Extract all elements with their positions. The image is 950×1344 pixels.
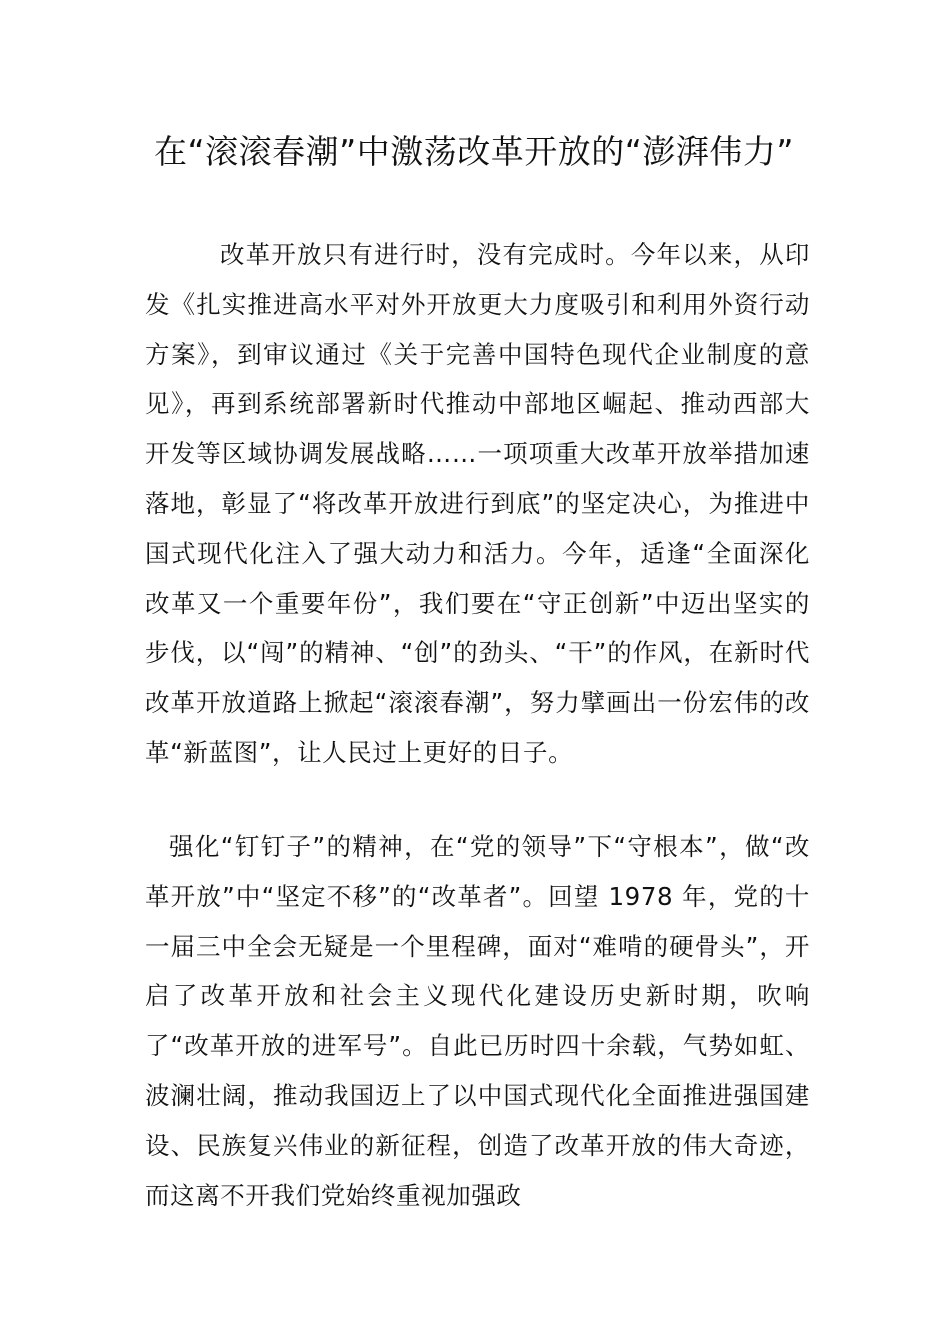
paragraph-1: 改革开放只有进行时，没有完成时。今年以来，从印发《扎实推进高水平对外开放更大力度吸引和利用外资行动方案》，到审议通过《关于完善中国特色现代企业制度的意见》，再到系统部署新时代推动中部地区崛起、推动西部大开发等区域协调发展战略……一项项重大改革开放举措加速落地，彰显了“将改革开放进行到底”的坚定决心，为推进中国式现代化注入了强大动力和活力。今年，适逢“全面深化改革又一个重要年份”，我们要在“守正创新”中迈出坚实的步伐，以“闯”的精神、“创”的劲头、“干”的作风，在新时代改革开放道路上掀起“滚滚春潮”，努力擘画出一份宏伟的改革“新蓝图”，让人民过上更好的日子。 — [145, 240, 810, 767]
paragraph-2: 强化“钉钉子”的精神，在“党的领导”下“守根本”，做“改革开放”中“坚定不移”的“改革者”。回望 1978 年，党的十一届三中全会无疑是一个里程碑，面对“难啃的硬骨头”，开启了改革开放和社会主义现代化建设历史新时期，吹响了“改革开放的进军号”。自此已历时四十余载，气势如虹、波澜壮阔，推动我国迈上了以中国式现代化全面推进强国建设、民族复兴伟业的新征程，创造了改革开放的伟大奇迹，而这离不开我们党始终重视加强政 — [145, 832, 810, 1210]
document-title: 在“滚滚春潮”中激荡改革开放的“澎湃伟力” — [154, 132, 794, 171]
